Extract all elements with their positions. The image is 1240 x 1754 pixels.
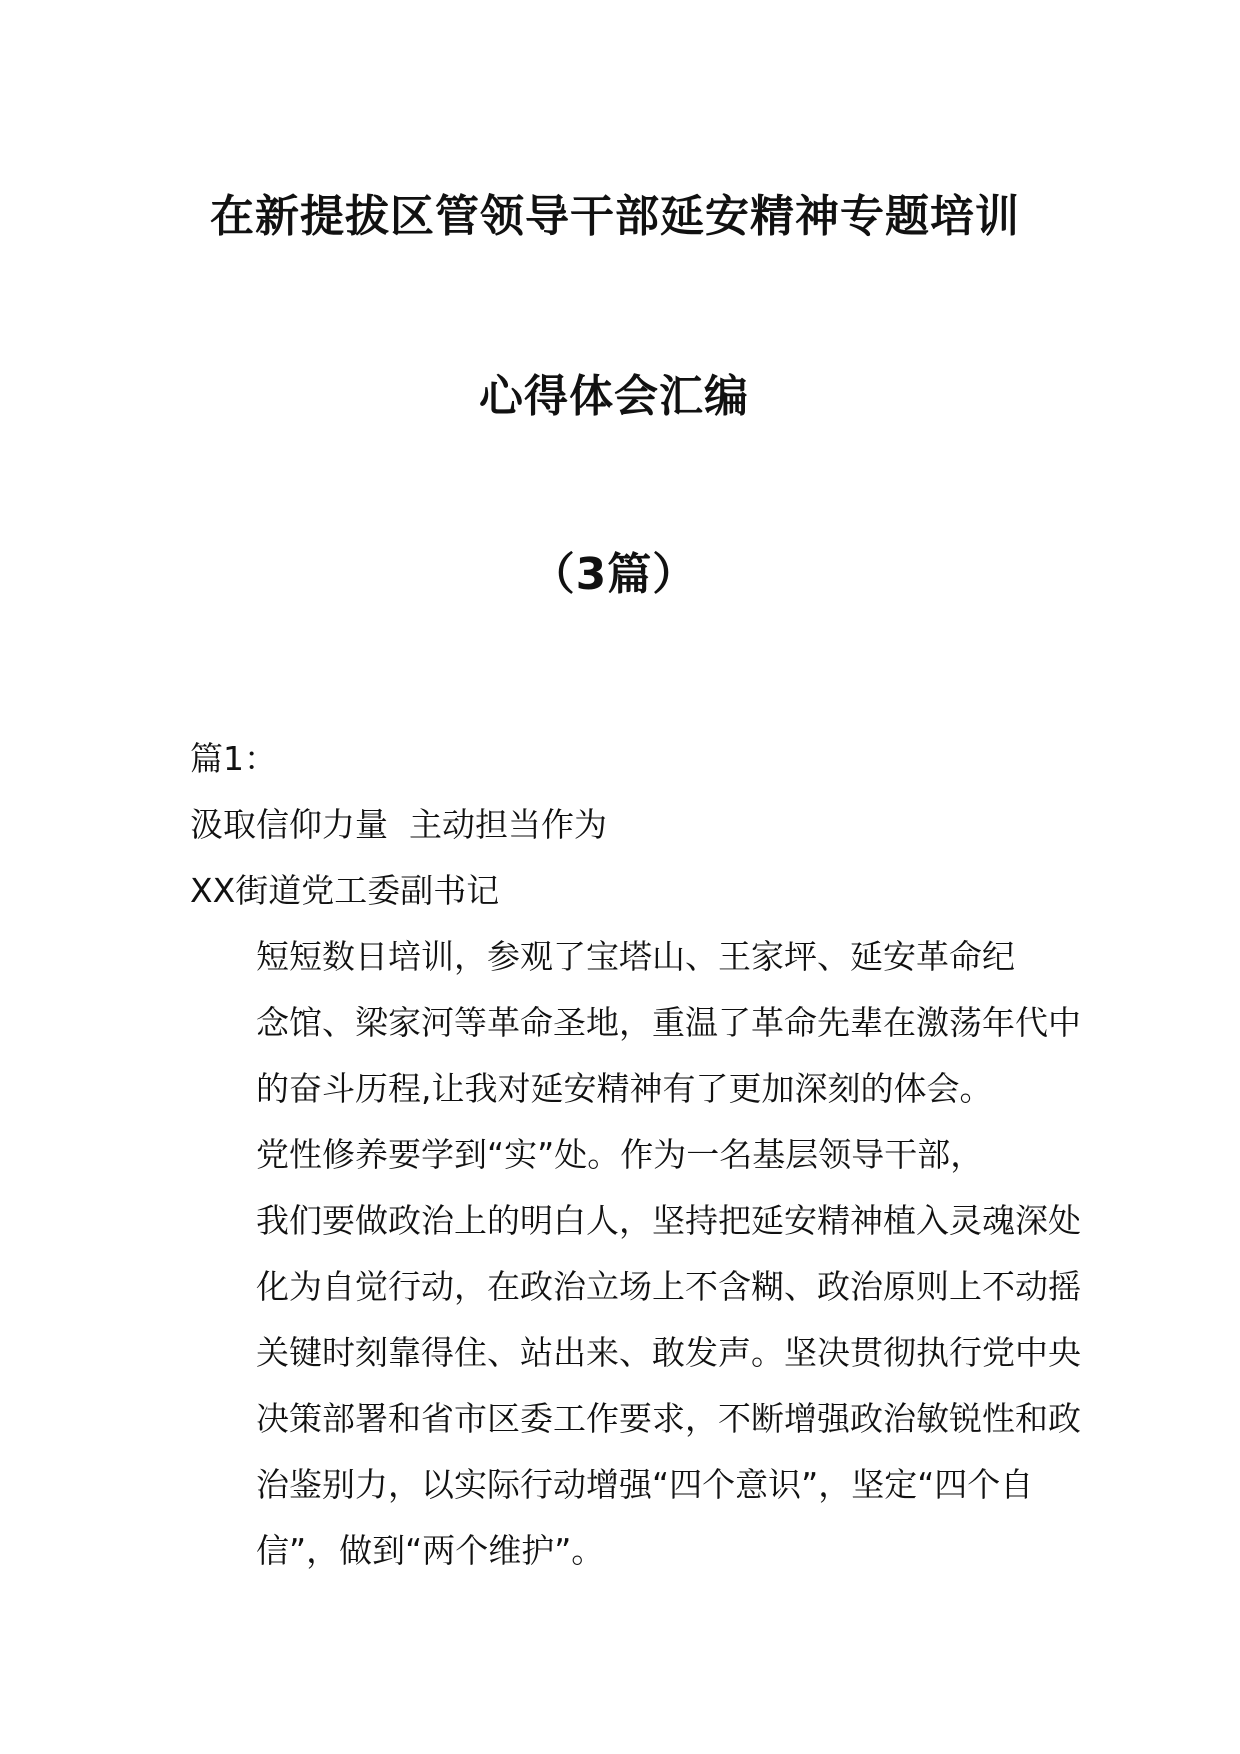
paragraph-1-line-2: 念馆、梁家河等革命圣地，重温了革命先辈在激荡年代中	[256, 1003, 1081, 1042]
paragraph-2-line-5: 决策部署和省市区委工作要求，不断增强政治敏锐性和政	[256, 1399, 1081, 1438]
paragraph-1-line-1: 短短数日培训，参观了宝塔山、王家坪、延安革命纪	[256, 937, 1015, 976]
paragraph-2-line-1: 党性修养要学到“实”处。作为一名基层领导干部，	[256, 1135, 984, 1174]
paragraph-1-line-3: 的奋斗历程,让我对延安精神有了更加深刻的体会。	[256, 1069, 993, 1108]
paragraph-2-line-6: 治鉴别力，以实际行动增强“四个意识”，坚定“四个自	[256, 1465, 1034, 1504]
document-body	[190, 726, 1081, 1584]
document-title-line-1: 在新提拔区管领导干部延安精神专题培训	[210, 191, 1020, 242]
paragraph-2-line-2: 我们要做政治上的明白人，坚持把延安精神植入灵魂深处	[256, 1201, 1081, 1240]
author-line: XX街道党工委副书记	[190, 871, 500, 910]
paragraph-2-line-3: 化为自觉行动，在政治立场上不含糊、政治原则上不动摇	[256, 1267, 1081, 1306]
paragraph-2-line-7: 信”，做到“两个维护”。	[256, 1531, 605, 1570]
paragraph-2-line-4: 关键时刻靠得住、站出来、敢发声。坚决贯彻执行党中央	[256, 1333, 1081, 1372]
article-title: 汲取信仰力量 主动担当作为	[190, 805, 607, 844]
section-label: 篇1：	[190, 739, 277, 778]
document-title-line-2: 心得体会汇编	[479, 371, 749, 422]
paragraph-2	[190, 1122, 1081, 1584]
document-title-count: （3篇）	[530, 549, 698, 600]
paragraph-1	[190, 924, 1081, 1122]
